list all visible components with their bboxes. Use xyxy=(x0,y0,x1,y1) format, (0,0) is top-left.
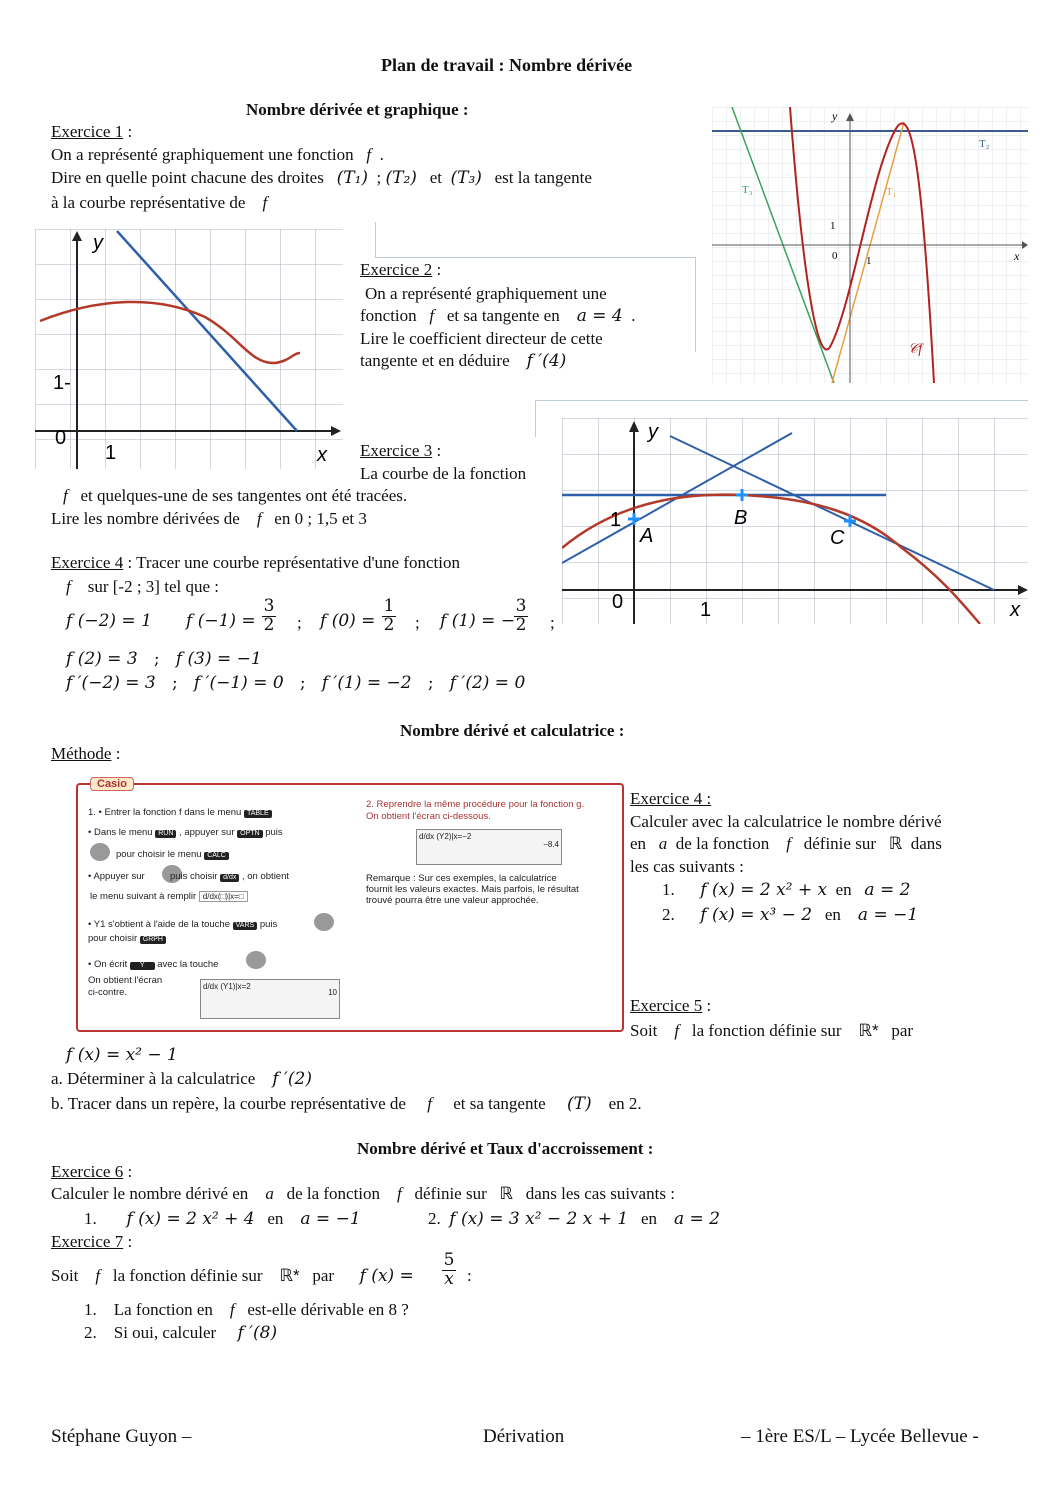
frame-line xyxy=(535,400,1028,401)
casio-step1m: • On écrit Y avec la touche xyxy=(88,959,219,970)
casio-step1j: • Y1 s'obtient à l'aide de la touche VARS puis xyxy=(88,919,278,930)
ex7-colon: : xyxy=(467,1266,472,1285)
ex7-line1: Soit f la fonction définie sur ℝ* par f (x) = xyxy=(51,1266,414,1286)
frac-5-x: 5 x xyxy=(443,1250,455,1289)
casio-step1p: ci-contre. xyxy=(88,987,128,998)
x-tick-one: 1 xyxy=(866,255,872,267)
casio-step1l: pour choisir GRPH xyxy=(88,933,166,944)
ex4b-item2: 2. f (x) = x³ − 2 en a = −1 xyxy=(662,905,919,925)
ex6-item1: 1. f (x) = 2 x² + 4 en a = −1 xyxy=(84,1209,361,1229)
t2-label: T₂ xyxy=(979,138,990,150)
ex6-heading: Exercice 6 : xyxy=(51,1162,133,1181)
ex1-line2: Dire en quelle point chacune des droites (T₁) ; (T₂) et (T₃) est la tangente xyxy=(51,168,592,188)
casio-remark-1: Remarque : Sur ces exemples, la calculatrice xyxy=(366,873,557,884)
ex4a-line2: f sur [-2 ; 3] tel que : xyxy=(66,577,219,596)
ex7-heading: Exercice 7 : xyxy=(51,1232,133,1251)
y-label: y xyxy=(93,232,103,254)
ex5-question-b: b. Tracer dans un repère, la courbe représentative de f et sa tangente (T) en 2. xyxy=(51,1094,642,1114)
ex2-line3: Lire le coefficient directeur de cette xyxy=(360,329,603,348)
cf-label: 𝒞f xyxy=(908,342,923,357)
cond-f-1: f (1) = − xyxy=(440,611,516,631)
origin-label: 0 xyxy=(832,250,838,262)
origin-label: 0 xyxy=(612,591,624,613)
casio-step1b: • Dans le menu RUN , appuyer sur OPTN puis xyxy=(88,827,283,838)
ex4b-line1: Calculer avec la calculatrice le nombre dérivé xyxy=(630,812,942,831)
point-a-label: A xyxy=(640,525,654,547)
cond-derivatives: f ′(−2) = 3 ; f ′(−1) = 0 ; f ′(1) = −2 ; f ′(2) = 0 xyxy=(66,673,526,693)
ex4b-item1: 1. f (x) = 2 x² + x en a = 2 xyxy=(662,880,911,900)
ex1-line3: à la courbe représentative de f xyxy=(51,193,268,212)
y-label: y xyxy=(832,109,838,123)
casio-step1a: 1. • Entrer la fonction f dans le menu TABLE xyxy=(88,807,272,818)
cond-f-minus2: f (−2) = 1 xyxy=(66,611,152,631)
x-label: x xyxy=(317,444,327,466)
ex2-heading: Exercice 2 : xyxy=(360,260,442,279)
y-tick-one: 1 xyxy=(610,509,622,531)
cond-f-0: f (0) = xyxy=(320,611,376,631)
ex1-heading: Exercice 1 : xyxy=(51,122,133,141)
t3-label: T₃ xyxy=(742,184,753,196)
graph-exercice-3 xyxy=(562,418,1028,624)
cond-f-minus1: f (−1) = xyxy=(186,611,256,631)
ex3-line1: La courbe de la fonction xyxy=(360,464,527,483)
casio-tag: Casio xyxy=(90,777,134,791)
ex3-heading: Exercice 3 : xyxy=(360,441,442,460)
ex6-line1: Calculer le nombre dérivé en a de la fonction f définie sur ℝ dans les cas suivants : xyxy=(51,1184,675,1203)
casio-step1i: le menu suivant à remplir d/dx(□)|x=□ xyxy=(90,891,248,902)
casio-step1e: pour choisir le menu CALC xyxy=(116,849,229,860)
ex3-line2: f et quelques-une de ses tangentes ont été tracées. xyxy=(63,486,408,505)
ex5-heading: Exercice 5 : xyxy=(630,996,712,1015)
graph-exercice-2 xyxy=(35,229,343,469)
y-tick-one: 1- xyxy=(53,372,71,394)
frame-line xyxy=(695,257,696,352)
casio-step1f: • Appuyer sur puis choisir d/dx , on obtient xyxy=(88,871,290,882)
frac-3-2: 3 2 xyxy=(515,596,527,635)
origin-label: 0 xyxy=(55,427,67,449)
section-title-taux: Nombre dérivé et Taux d'accroissement : xyxy=(357,1139,654,1158)
methode-heading: Méthode : xyxy=(51,744,121,763)
ex2-line1: On a représenté graphiquement une xyxy=(365,284,607,303)
y-label: y xyxy=(648,421,658,443)
casio-step2a: 2. Reprendre la même procédure pour la fonction g. xyxy=(366,799,585,810)
ex7-item2: 2. Si oui, calculer f ′(8) xyxy=(84,1323,278,1343)
x-label: x xyxy=(1010,599,1020,621)
ex5-question-a: a. Déterminer à la calculatrice f ′(2) xyxy=(51,1069,312,1089)
ex4b-heading: Exercice 4 : xyxy=(630,789,712,808)
ex5-formula: f (x) = x² − 1 xyxy=(66,1045,178,1065)
casio-remark-2: fournit les valeurs exactes. Mais parfois, le résultat xyxy=(366,884,579,895)
x-label: x xyxy=(1014,249,1020,263)
ex6-item2: 2. f (x) = 3 x² − 2 x + 1 en a = 2 xyxy=(428,1209,721,1229)
x-tick-one: 1 xyxy=(105,442,117,464)
semicolon: ; xyxy=(550,613,555,632)
footer-class: – 1ère ES/L – Lycée Bellevue - xyxy=(741,1426,979,1447)
frame-line xyxy=(535,400,536,437)
casio-remark-3: trouvé pourra être une valeur approchée. xyxy=(366,895,539,906)
ex3-line3: Lire les nombre dérivées de f en 0 ; 1,5 et 3 xyxy=(51,509,367,528)
frac-1-2: 1 2 xyxy=(383,596,395,635)
footer-subject: Dérivation xyxy=(483,1426,565,1447)
cond-f-2: f (2) = 3 ; f (3) = −1 xyxy=(66,649,262,669)
t1-label: T₁ xyxy=(886,186,897,198)
casio-step1o: On obtient l'écran xyxy=(88,975,163,986)
page-title: Plan de travail : Nombre dérivée xyxy=(381,55,633,75)
calculator-screen-1: d/dx (Y1)|x=2 10 xyxy=(200,979,340,1019)
footer-author: Stéphane Guyon – xyxy=(51,1426,192,1447)
calculator-key-icon xyxy=(90,843,110,861)
calculator-key-icon xyxy=(314,913,334,931)
ex7-item1: 1. La fonction en f est-elle dérivable en 8 ? xyxy=(84,1300,409,1319)
ex5-line1: Soit f la fonction définie sur ℝ* par xyxy=(630,1021,914,1040)
point-c-label: C xyxy=(830,527,845,549)
ex1-line1: On a représenté graphiquement une fonction f . xyxy=(51,145,384,164)
ex4a-heading: Exercice 4 : Tracer une courbe représentative d'une fonction xyxy=(51,553,461,572)
ex2-line4: tangente et en déduire f ′(4) xyxy=(360,351,567,371)
semicolon: ; xyxy=(297,613,302,632)
frame-line xyxy=(375,222,376,257)
semicolon: ; xyxy=(415,613,420,632)
calculator-screen-2: d/dx (Y2)|x=−2 −8.4 xyxy=(416,829,562,865)
calculator-key-icon xyxy=(246,951,266,969)
point-b-label: B xyxy=(734,507,748,529)
x-tick-one: 1 xyxy=(700,599,712,621)
casio-method-box xyxy=(76,778,624,1032)
graph-exercice-1 xyxy=(712,107,1028,383)
frame-line xyxy=(375,257,695,258)
casio-step2b: On obtient l'écran ci-dessous. xyxy=(366,811,491,822)
y-tick-one: 1 xyxy=(830,220,836,232)
section-title-graphique: Nombre dérivée et graphique : xyxy=(246,100,469,119)
ex2-line2: fonction f et sa tangente en a = 4 . xyxy=(360,306,636,326)
ex4b-line3: les cas suivants : xyxy=(630,857,744,876)
ex4b-line2: en a de la fonction f définie sur ℝ dans xyxy=(630,834,942,853)
section-title-calculatrice: Nombre dérivé et calculatrice : xyxy=(400,721,625,740)
frac-3-2: 3 2 xyxy=(263,596,275,635)
